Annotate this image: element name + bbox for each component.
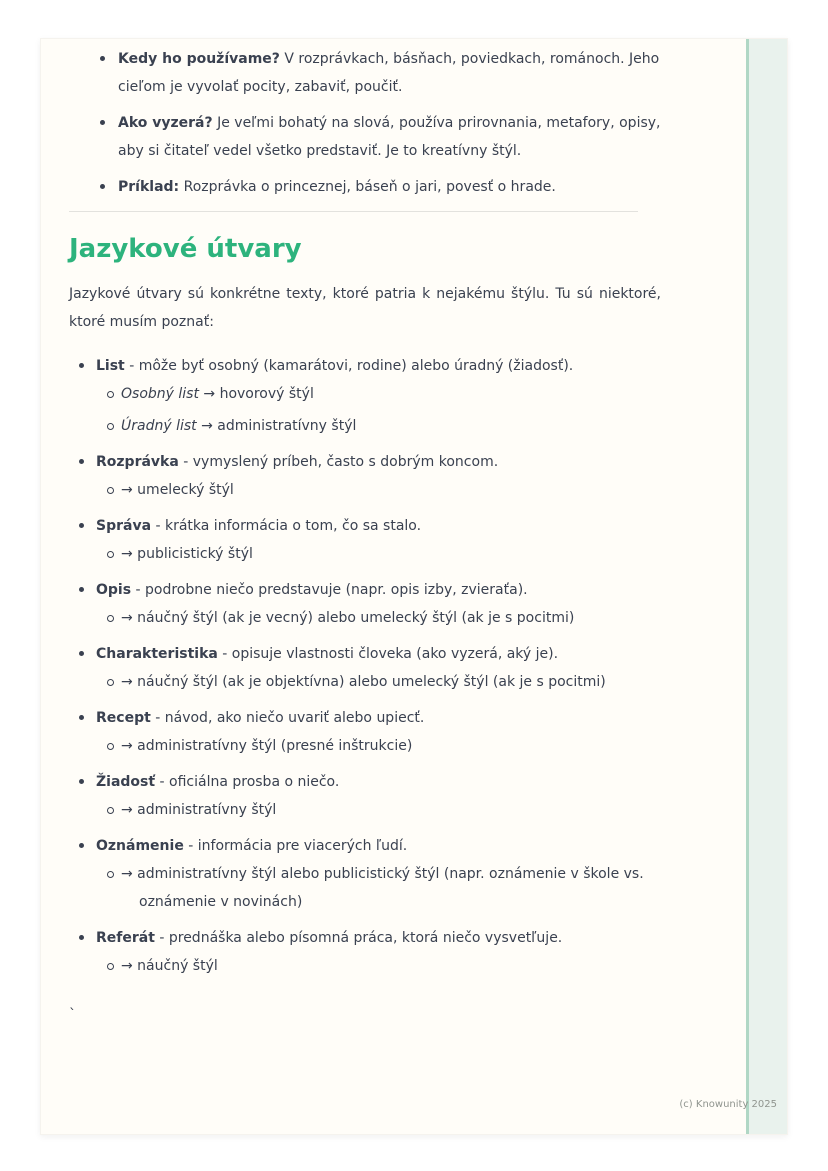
sub-item-italic: Osobný list	[121, 386, 199, 402]
sub-item-rest: → administratívny štýl (presné inštrukcie)	[121, 738, 413, 754]
list-item-desc: - návod, ako niečo uvariť alebo upiecť.	[150, 710, 425, 726]
sub-list-item	[96, 796, 661, 824]
sub-list-item	[96, 668, 661, 696]
list-item	[69, 173, 661, 201]
document-content	[69, 45, 661, 988]
list-item	[69, 924, 661, 980]
list-item-term: Opis	[96, 582, 132, 598]
section-divider	[69, 211, 638, 212]
list-item-term: Správa	[96, 518, 152, 534]
list-item	[69, 512, 661, 568]
list-item-desc: - krátka informácia o tom, čo sa stalo.	[151, 518, 422, 534]
sub-item-italic: Úradný list	[121, 418, 197, 434]
sub-item-rest: → hovorový štýl	[198, 386, 314, 402]
sub-list	[96, 796, 661, 824]
sub-item-text	[121, 476, 661, 504]
list-item-desc: - oficiálna prosba o niečo.	[155, 774, 340, 790]
list-item-desc: - prednáška alebo písomná práca, ktorá niečo vysvetľuje.	[154, 930, 563, 946]
list-item-lead: Ako vyzerá?	[118, 115, 213, 131]
list-item	[69, 448, 661, 504]
list-item	[69, 832, 661, 916]
sub-item-text	[121, 540, 661, 568]
sub-list	[96, 860, 661, 916]
stray-backtick: `	[69, 1007, 76, 1023]
list-item	[69, 45, 661, 101]
sub-list-item	[96, 604, 661, 632]
sub-item-rest: → publicistický štýl	[121, 546, 253, 562]
sub-list	[96, 380, 661, 440]
sub-item-rest: → náučný štýl	[121, 958, 218, 974]
list-item-term: Oznámenie	[96, 838, 184, 854]
list-item-text: Rozprávka o princeznej, báseň o jari, povesť o hrade.	[179, 179, 556, 195]
green-accent-strip	[746, 39, 787, 1134]
list-item-term: List	[96, 358, 125, 374]
sub-item-text	[121, 796, 661, 824]
list-item-text: Je veľmi bohatý na slová, používa prirovnania, metafory, opisy, aby si čitateľ vedel všetko predstaviť. Je to kreatívny štýl.	[118, 115, 661, 159]
sub-list-item	[96, 540, 661, 568]
sub-list	[96, 540, 661, 568]
sub-list	[96, 732, 661, 760]
list-item-desc: - môže byť osobný (kamarátovi, rodine) alebo úradný (žiadosť).	[124, 358, 574, 374]
sub-list-item	[96, 380, 661, 408]
list-item-desc: - vymyslený príbeh, často s dobrým koncom.	[178, 454, 499, 470]
section-title: Jazykové útvary	[69, 234, 302, 264]
list-item-desc: - opisuje vlastnosti človeka (ako vyzerá, aký je).	[217, 646, 559, 662]
list-item-desc: - podrobne niečo predstavuje (napr. opis izby, zvieraťa).	[131, 582, 528, 598]
sub-item-text	[121, 604, 661, 632]
list-item-term: Rozprávka	[96, 454, 179, 470]
sub-item-rest: → náučný štýl (ak je objektívna) alebo umelecký štýl (ak je s pocitmi)	[121, 674, 606, 690]
sub-item-text	[121, 732, 661, 760]
sub-list	[96, 952, 661, 980]
list-item-text: V rozprávkach, básňach, poviedkach, románoch. Jeho cieľom je vyvolať pocity, zabaviť, poučiť.	[118, 51, 660, 95]
list-item	[69, 109, 661, 165]
sub-list-item	[96, 952, 661, 980]
sub-list-item	[96, 476, 661, 504]
list-item	[69, 640, 661, 696]
list-item	[69, 768, 661, 824]
sub-list-item	[96, 412, 661, 440]
list-item-lead: Príklad:	[118, 179, 180, 195]
list-item	[69, 704, 661, 760]
list-item	[69, 352, 661, 440]
sub-item-rest: → administratívny štýl	[196, 418, 357, 434]
list-item	[69, 576, 661, 632]
section-intro-paragraph: Jazykové útvary sú konkrétne texty, ktoré patria k nejakému štýlu. Tu sú niektoré, ktoré musím poznať:	[69, 286, 661, 330]
list-item-term: Charakteristika	[96, 646, 218, 662]
list-item-term: Recept	[96, 710, 151, 726]
list-item-desc: - informácia pre viacerých ľudí.	[183, 838, 408, 854]
sub-list	[96, 604, 661, 632]
list-item-term: Referát	[96, 930, 155, 946]
sub-item-text	[121, 952, 661, 980]
sub-item-text	[121, 668, 661, 696]
sub-item-rest: → administratívny štýl	[121, 802, 277, 818]
copyright-footer: (c) Knowunity 2025	[679, 1099, 777, 1110]
list-item-term: Žiadosť	[96, 774, 156, 790]
sub-list	[96, 668, 661, 696]
sub-item-text	[121, 380, 661, 408]
sub-item-text	[121, 412, 661, 440]
list-item-lead: Kedy ho používame?	[118, 51, 280, 67]
sub-item-rest: → umelecký štýl	[121, 482, 234, 498]
intro-bullet-list	[69, 45, 661, 201]
sub-item-rest: → náučný štýl (ak je vecný) alebo umelecký štýl (ak je s pocitmi)	[121, 610, 575, 626]
sub-item-rest: → administratívny štýl alebo publicistický štýl (napr. oznámenie v škole vs. oznámenie v novinách)	[121, 866, 644, 910]
sub-list	[96, 476, 661, 504]
sub-list-item	[96, 732, 661, 760]
sub-list-item	[96, 860, 661, 916]
document-card	[40, 38, 788, 1135]
language-forms-list	[69, 352, 661, 980]
sub-item-text	[121, 860, 661, 916]
